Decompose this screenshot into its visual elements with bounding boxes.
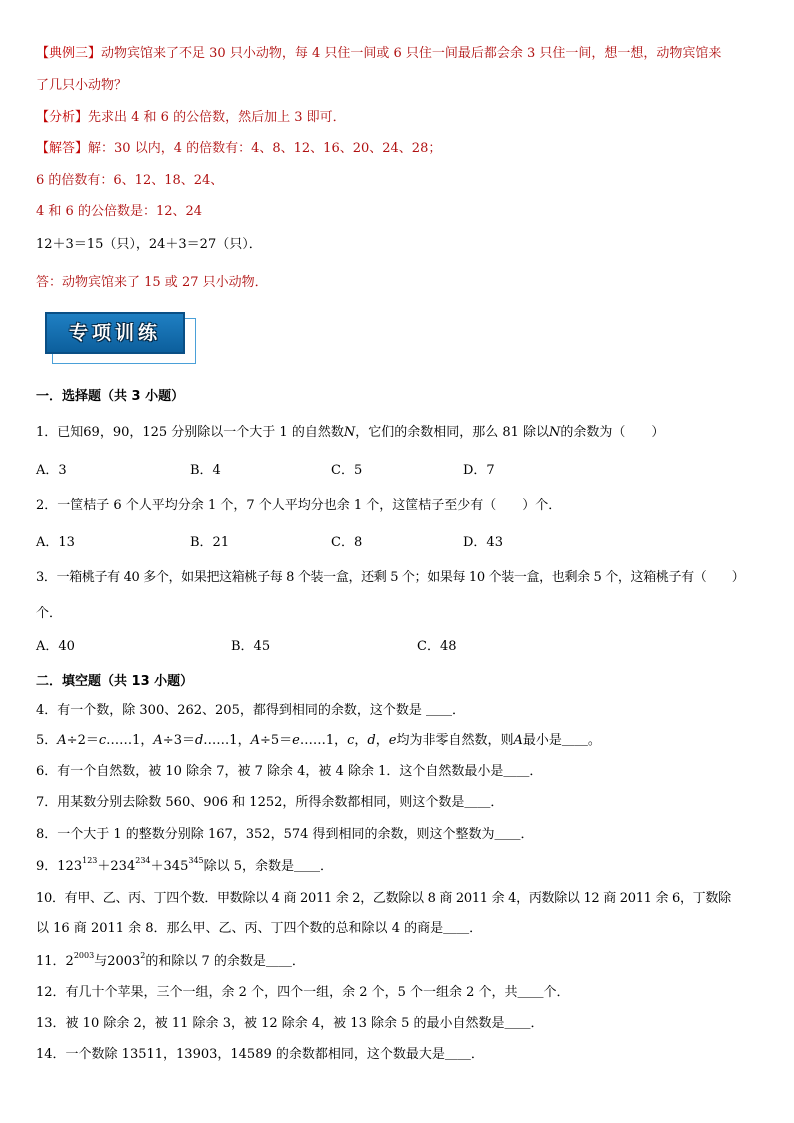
q5-part: ， [354,733,368,748]
q9-part: 9． [36,859,58,874]
q5-part: ÷5＝ [259,733,293,748]
question-12: 12．有几十个苹果，三个一组，余 2 个，四个一组，余 2 个，5 个一组余 2 个，共＿＿个． [36,985,570,1000]
q5-part: 最小是＿＿。 [522,733,601,748]
q11-part: 与 [94,954,108,969]
question-8: 8．一个大于 1 的整数分别除 167，352，574 得到相同的余数，则这个整数为＿＿． [36,827,534,842]
q5-part: 均为非零自然数，则 [396,733,514,748]
example-line-1 [36,45,721,63]
q3-option-c[interactable]: C．48 [417,639,457,654]
q5-var: A [250,733,260,748]
question-7: 7．用某数分别去除数 560、906 和 1252，所得余数都相同，则这个数是＿＿． [36,795,504,810]
q5-part: ， [375,733,389,748]
q5-var: c [347,733,355,748]
question-13: 13．被 10 除余 2，被 11 除余 3，被 12 除余 4，被 13 除余 5 的最小自然数是＿＿． [36,1016,544,1031]
question-14: 14．一个数除 13511，13903，14589 的余数都相同，这个数最大是＿＿． [36,1047,484,1062]
q9-part: 除以 5，余数是＿＿． [203,859,334,874]
question-11 [36,953,305,971]
q9-exp: 123 [82,856,98,865]
q9-base: 345 [163,859,189,874]
section-banner [45,312,195,362]
q11-exp: 2003 [73,951,95,960]
answer-text-2: 6 的倍数有：6、12、18、24、 [36,173,224,188]
q9-exp: 345 [188,856,204,865]
analysis-text: 先求出 4 和 6 的公倍数，然后加上 3 即可． [88,110,346,125]
question-6: 6．有一个自然数，被 10 除余 7，被 7 除余 4，被 4 除余 1．这个自然数最小是＿＿． [36,764,543,779]
question-1 [36,424,664,442]
answer-line-1 [36,140,441,158]
example-tag: 【典例三】 [36,46,102,61]
q5-var: A [153,733,163,748]
answer-text-4: 12＋3＝15（只），24＋3＝27（只）． [36,237,262,252]
answer-tag: 【解答】 [36,141,89,156]
example-question-1: 动物宾馆来了不足 30 只小动物，每 4 只住一间或 6 只住一间最后都会余 3 只住一间，想一想，动物宾馆来 [101,46,722,61]
q2-option-c[interactable]: C．8 [331,535,363,550]
q9-base: 234 [110,859,136,874]
answer-text-3: 4 和 6 的公倍数是：12、24 [36,204,203,219]
q5-var: A [57,733,67,748]
section1-header: 一．选择题（共 3 小题） [36,389,185,404]
q5-part: 5． [36,733,58,748]
q5-var: e [292,733,300,748]
q9-exp: 234 [135,856,151,865]
q5-part: ÷2＝ [66,733,99,748]
banner-title: 专项训练 [68,322,161,344]
q9-base: 123 [57,859,83,874]
q5-part: ……1， [203,733,251,748]
q5-var: e [388,733,397,748]
q11-part: 11． [36,954,66,969]
q9-plus: ＋ [150,859,164,874]
q2-option-a[interactable]: A．13 [36,535,75,550]
question-4: 4．有一个数，除 300、262、205，都得到相同的余数，这个数是 ＿＿． [36,703,465,718]
q5-part: ÷3＝ [162,733,195,748]
q3-option-b[interactable]: B．45 [231,639,271,654]
q1-option-b[interactable]: B．4 [190,463,221,478]
q11-exp: 2 [140,951,146,960]
q11-base: 2 [65,954,74,969]
example-question-2: 了几只小动物？ [36,78,128,93]
q2-option-b[interactable]: B．21 [190,535,230,550]
q5-var: A [513,733,523,748]
question-3-line-2: 个． [36,606,63,621]
q3-option-a[interactable]: A．40 [36,639,75,654]
q1-option-d[interactable]: D．7 [463,463,495,478]
q1-var: N [343,425,356,440]
q1-option-a[interactable]: A．3 [36,463,67,478]
q5-part: ……1， [106,733,154,748]
q1-var2: N [549,425,561,440]
section2-header: 二．填空题（共 13 小题） [36,674,194,689]
question-5 [36,732,601,750]
q11-base: 2003 [107,954,141,969]
question-10-line-2: 以 16 商 2011 余 8．那么甲、乙、丙、丁四个数的总和除以 4 的商是＿＿． [36,921,483,936]
q9-plus: ＋ [97,859,111,874]
question-3-line-1: 3．一箱桃子有 40 多个，如果把这箱桃子每 8 个装一盒，还剩 5 个；如果每 10 个装一盒，也剩余 5 个，这箱桃子有（ ） [36,570,745,585]
q5-var: d [194,733,204,748]
analysis-line [36,109,346,127]
q2-option-d[interactable]: D．43 [463,535,503,550]
answer-conclusion: 答：动物宾馆来了 15 或 27 只小动物． [36,275,268,290]
analysis-tag: 【分析】 [36,110,89,125]
q5-var: c [98,733,107,748]
q1-post: 的余数为（ ） [560,425,665,440]
answer-text-1: 解：30 以内，4 的倍数有：4、8、12、16、20、24、28； [88,141,442,156]
q1-option-c[interactable]: C．5 [331,463,363,478]
q11-part: 的和除以 7 的余数是＿＿． [145,954,305,969]
question-10-line-1: 10．有甲、乙、丙、丁四个数．甲数除以 4 商 2011 余 2，乙数除以 8 商 2011 余 4，丙数除以 12 商 2011 余 6，丁数除 [36,891,731,906]
question-9 [36,858,333,876]
q1-mid: ，它们的余数相同，那么 81 除以 [355,425,550,440]
q5-part: ……1， [299,733,348,748]
q5-var: d [367,733,376,748]
q1-pre: 1．已知69，90，125 分别除以一个大于 1 的自然数 [36,425,344,440]
question-2: 2．一筐桔子 6 个人平均分余 1 个，7 个人平均分也余 1 个，这筐桔子至少有（ ）个． [36,498,562,513]
